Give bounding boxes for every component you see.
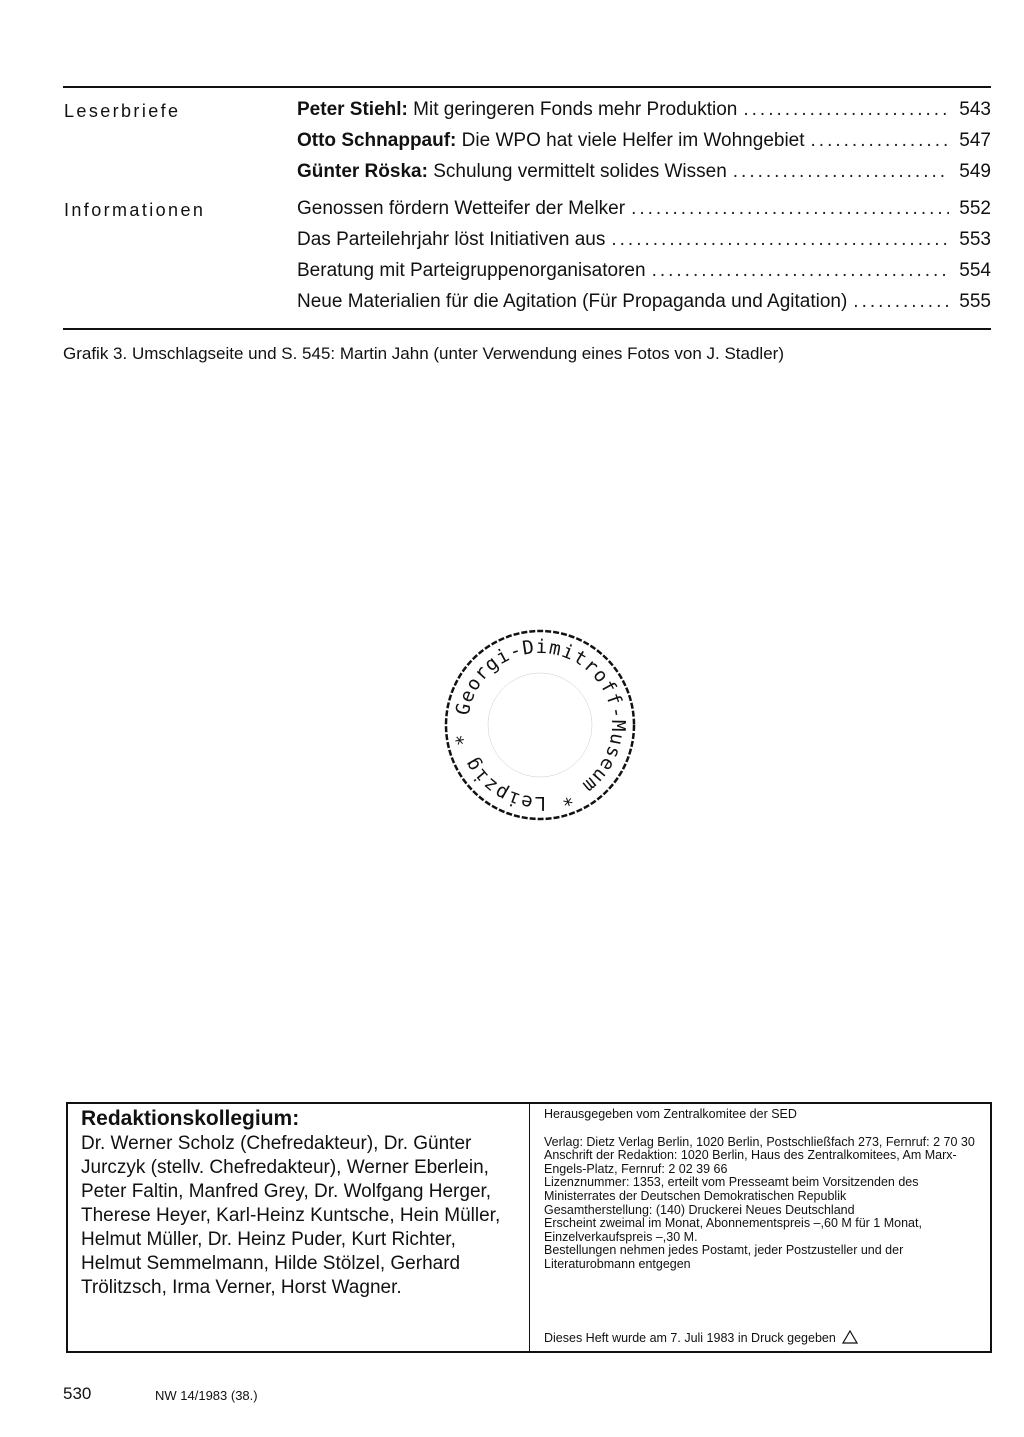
toc-entry[interactable]	[297, 98, 991, 129]
leader-dots	[652, 259, 949, 283]
price-info: Erscheint zweimal im Monat, Abonnementspreis –,60 M für 1 Monat, Einzelverkaufspreis –,30 M.	[544, 1216, 922, 1244]
toc-entry[interactable]	[297, 160, 991, 191]
toc-entry[interactable]	[297, 228, 991, 259]
toc-entry-title: Neue Materialien für die Agitation (Für Propaganda und Agitation)	[297, 291, 848, 312]
print-date: Dieses Heft wurde am 7. Juli 1983 in Druck gegeben	[544, 1331, 836, 1345]
printer-info: Gesamtherstellung: (140) Druckerei Neues Deutschland	[544, 1202, 855, 1217]
section-title-leserbriefe: Leserbriefe	[64, 101, 181, 121]
toc-entry-title: Genossen fördern Wetteifer der Melker	[297, 198, 626, 219]
toc-entry-author: Otto Schnappauf:	[297, 130, 457, 151]
image-credit: Grafik 3. Umschlagseite und S. 545: Martin Jahn (unter Verwendung eines Fotos von J. Stadler)	[63, 344, 784, 363]
toc-entry-page: 553	[959, 229, 991, 250]
page-number: 530	[63, 1384, 92, 1403]
board-members: Dr. Werner Scholz (Chefredakteur), Dr. Günter Jurczyk (stellv. Chefredakteur), Werner Eberlein, Peter Faltin, Manfred Grey, Dr. Wolfgang Herger, Therese Heyer, Karl-Heinz Kuntsche, Hein Müller, Helmut Müller, Dr. Heinz Puder, Kurt Richter, Helmut Semmelmann, Hilde Stölzel, Gerhard Trölitzsch, Irma Verner, Horst Wagner.	[81, 1133, 501, 1298]
redaktion-address: Anschrift der Redaktion: 1020 Berlin, Haus des Zentralkomitees, Am Marx-Engels-Platz, Fernruf: 2 02 39 66	[544, 1148, 957, 1176]
leader-dots	[811, 129, 949, 153]
toc-entry-page: 543	[959, 99, 991, 120]
top-rule	[63, 86, 991, 88]
leader-dots	[611, 228, 949, 252]
publisher-line: Herausgegeben vom Zentralkomitee der SED	[544, 1107, 797, 1121]
svg-text:Georgi-Dimitroff-Museum * Leip	[451, 636, 629, 814]
verlag-info: Verlag: Dietz Verlag Berlin, 1020 Berlin, Postschließfach 273, Fernruf: 2 70 30	[544, 1134, 975, 1149]
publisher-info	[544, 1108, 984, 1272]
toc-entry-title: Die WPO hat viele Helfer im Wohngebiet	[461, 130, 805, 151]
order-info: Bestellungen nehmen jedes Postamt, jeder Postzusteller und der Literaturobmann entgegen	[544, 1243, 904, 1271]
toc-list-informationen	[297, 197, 991, 321]
toc-list-leserbriefe	[297, 98, 991, 191]
impressum-box	[66, 1102, 992, 1353]
editorial-board	[81, 1106, 521, 1300]
toc-entry[interactable]	[297, 290, 991, 321]
toc-entry-author: Günter Röska:	[297, 161, 428, 182]
toc-entry-title: Beratung mit Parteigruppenorganisatoren	[297, 260, 646, 281]
toc-entry-page: 547	[959, 130, 991, 151]
leader-dots	[743, 98, 949, 122]
section-title-informationen: Informationen	[64, 200, 206, 220]
page-footer	[63, 1384, 258, 1404]
issue-label: NW 14/1983 (38.)	[155, 1388, 258, 1403]
print-date-line	[544, 1330, 858, 1345]
toc-entry-page: 549	[959, 161, 991, 182]
toc-entry-title: Das Parteilehrjahr löst Initiativen aus	[297, 229, 606, 250]
toc-entry[interactable]	[297, 129, 991, 160]
toc-entry-title: Schulung vermittelt solides Wissen	[433, 161, 727, 182]
bottom-rule	[63, 328, 991, 330]
board-title: Redaktionskollegium:	[81, 1107, 300, 1130]
stamp-text: Georgi-Dimitroff-Museum * Leipzig *	[451, 635, 630, 815]
toc-entry-author: Peter Stiehl:	[297, 99, 408, 120]
leader-dots	[853, 290, 949, 314]
license-info: Lizenznummer: 1353, erteilt vom Presseamt beim Vorsitzenden des Ministerrates der Deutschen Demokratischen Republik	[544, 1175, 919, 1203]
triangle-icon	[842, 1330, 858, 1344]
toc-entry-page: 554	[959, 260, 991, 281]
toc-entry-page: 555	[959, 291, 991, 312]
toc-entry-title: Mit geringeren Fonds mehr Produktion	[413, 99, 738, 120]
museum-stamp	[440, 625, 640, 825]
toc-entry[interactable]	[297, 197, 991, 228]
leader-dots	[733, 160, 949, 184]
leader-dots	[631, 197, 949, 221]
impressum-divider	[529, 1104, 530, 1351]
toc-entry-page: 552	[959, 198, 991, 219]
toc-entry[interactable]	[297, 259, 991, 290]
